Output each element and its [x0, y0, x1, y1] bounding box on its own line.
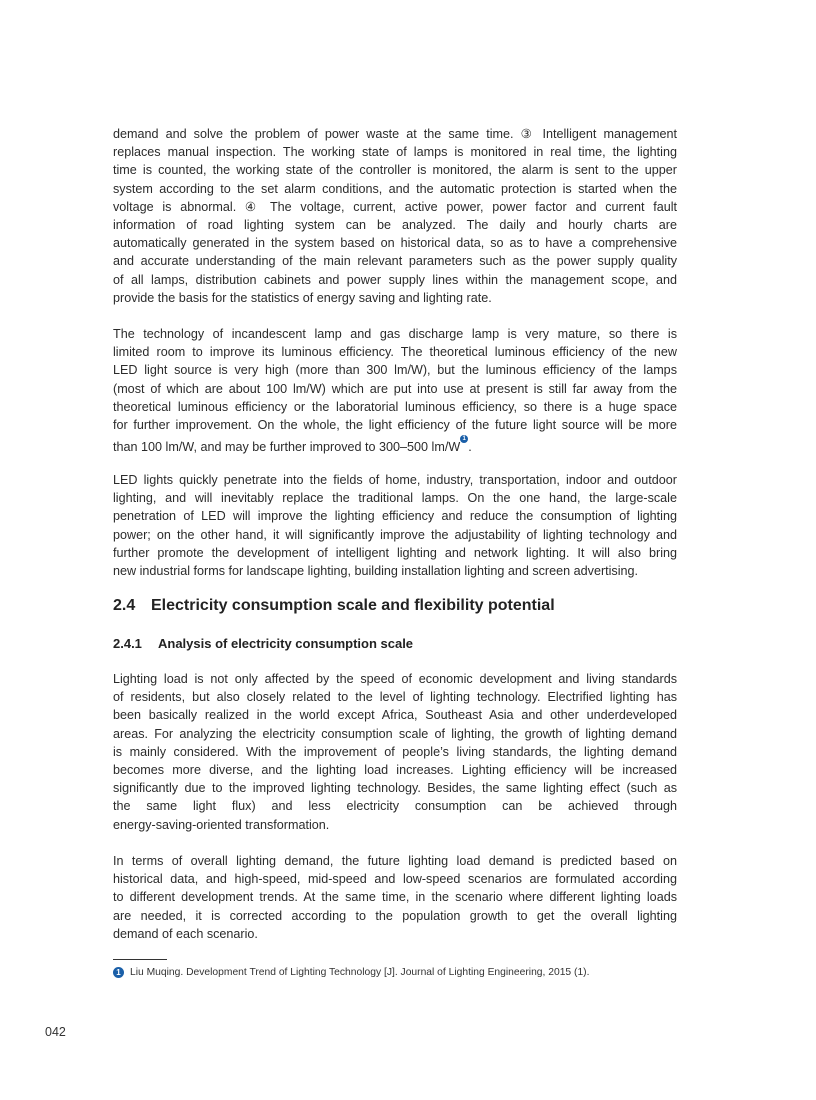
line-text: new industrial forms for landscape lighting, building installation lighting and screen advertising. [113, 563, 639, 578]
text-line [113, 779, 677, 797]
text-line [113, 743, 677, 761]
text-line [113, 816, 677, 834]
text-line [113, 198, 677, 216]
text-line [113, 380, 677, 398]
page-number: 042 [45, 1025, 66, 1039]
line-text: (most of which are about 100 lm/W) which are put into use at present is still far away from the [113, 381, 677, 396]
line-text: been basically realized in the world except Africa, Southeast Asia and other underdeveloped [113, 708, 677, 723]
paragraph-3 [113, 471, 677, 580]
text-line [113, 725, 677, 743]
text-line [113, 907, 677, 925]
line-text: becomes more diverse, and the lighting load increases. Lighting efficiency will be increased [113, 762, 677, 777]
line-text: demand of each scenario. [113, 926, 258, 941]
section-number: 2.4 [113, 597, 136, 614]
text-line [113, 216, 677, 234]
line-text: In terms of overall lighting demand, the future lighting load demand is predicted based on [113, 854, 677, 868]
footnote-text: Liu Muqing. Development Trend of Lighting Technology [J]. Journal of Lighting Engineering, 2015 (1). [130, 967, 590, 978]
text-line [113, 434, 677, 455]
line-text: the same light flux) and less electricity consumption can be achieved through [113, 799, 677, 814]
paragraph-2 [113, 325, 677, 455]
footnote [113, 967, 589, 978]
line-text: voltage is abnormal. ④ The voltage, current, active power, power factor and current fault [113, 199, 677, 214]
line-text: power; on the other hand, it will significantly improve the adjustability of lighting technology and [113, 527, 677, 542]
line-text: demand and solve the problem of power waste at the same time. ③ Intelligent management [113, 127, 677, 141]
line-text: significantly due to the improved lighting technology. Besides, the same lighting effect (such as [113, 781, 677, 796]
text-line [113, 325, 677, 343]
line-text: is mainly considered. With the improvement of people’s living standards, the lighting demand [113, 744, 677, 759]
subsection-number: 2.4.1 [113, 636, 142, 651]
footnote-divider [113, 959, 167, 960]
line-text: of residents, but also closely related to the level of lighting technology. Electrified lighting has [113, 690, 677, 705]
line-text: Lighting load is not only affected by the speed of economic development and living standards [113, 672, 677, 686]
paragraph-4 [113, 670, 677, 834]
section-heading [113, 597, 677, 615]
subsection-title: Analysis of electricity consumption scale [158, 636, 414, 651]
line-text: LED light source is very high (more than 300 lm/W), but the luminous efficiency of the lamps [113, 363, 677, 378]
text-line [113, 507, 677, 525]
text-line [113, 489, 677, 507]
line-text: system according to the set alarm conditions, and the automatic protection is started when the [113, 181, 677, 196]
text-line [113, 361, 677, 379]
line-text: of all lamps, distribution cabinets and power supply lines within the management scope, and [113, 272, 677, 287]
footnote-reference[interactable] [460, 437, 468, 449]
text-line [113, 289, 677, 307]
line-text: historical data, and high-speed, mid-speed and low-speed scenarios are formulated according [113, 872, 677, 887]
text-line [113, 143, 677, 161]
text-line [113, 888, 677, 906]
section-title: Electricity consumption scale and flexibility potential [151, 597, 555, 614]
line-text: than 100 lm/W, and may be further improved to 300–500 lm/W [113, 440, 461, 455]
line-text: for further improvement. On the whole, the light efficiency of the future light source will be more [113, 417, 677, 432]
paragraph-5 [113, 852, 677, 943]
line-text: limited room to improve its luminous efficiency. The theoretical luminous efficiency of the new [113, 345, 677, 360]
line-text: penetration of LED will improve the lighting efficiency and reduce the consumption of lighting [113, 509, 677, 524]
text-line [113, 252, 677, 270]
text-line [113, 234, 677, 252]
footnote-marker-icon: 1 [113, 967, 124, 978]
line-text: provide the basis for the statistics of energy saving and lighting rate. [113, 290, 492, 305]
text-line [113, 526, 677, 544]
text-line [113, 125, 677, 143]
line-text: further promote the development of intelligent lighting and network lighting. It will also bring [113, 545, 677, 560]
text-line [113, 398, 677, 416]
line-text: replaces manual inspection. The working state of lamps is monitored in real time, the lighting [113, 145, 677, 160]
line-text: are needed, it is corrected according to the population growth to get the overall lighting [113, 908, 677, 923]
text-line [113, 688, 677, 706]
text-line [113, 761, 677, 779]
text-line [113, 670, 677, 688]
line-text: information of road lighting system can be analyzed. The daily and hourly charts are [113, 217, 677, 232]
text-line [113, 925, 677, 943]
text-line [113, 797, 677, 815]
text-line [113, 852, 677, 870]
line-text: areas. For analyzing the electricity consumption scale of lighting, the growth of lighting demand [113, 726, 677, 741]
text-line [113, 544, 677, 562]
line-text: lighting, and will inevitably replace the traditional lamps. On the one hand, the large-scale [113, 491, 677, 506]
text-line [113, 271, 677, 289]
text-line [113, 562, 677, 580]
text-line [113, 870, 677, 888]
line-text: to different development trends. At the same time, in the scenario where different lighting loads [113, 890, 677, 905]
text-line [113, 471, 677, 489]
text-line [113, 180, 677, 198]
line-text: LED lights quickly penetrate into the fields of home, industry, transportation, indoor and outdoor [113, 473, 677, 487]
text-line [113, 161, 677, 179]
line-text: theoretical luminous efficiency or the laboratorial luminous efficiency, so there is a huge space [113, 399, 677, 414]
text-line [113, 416, 677, 434]
line-text: energy-saving-oriented transformation. [113, 817, 330, 832]
text-line [113, 706, 677, 724]
subsection-heading [113, 636, 677, 651]
line-text: and accurate understanding of the main relevant parameters such as the power supply quality [113, 254, 677, 269]
line-text: time is counted, the working state of the controller is monitored, the alarm is sent to the upper [113, 163, 677, 178]
paragraph-1 [113, 125, 677, 307]
footnote-ref-icon: 1 [460, 435, 468, 443]
line-text: The technology of incandescent lamp and gas discharge lamp is very mature, so there is [113, 327, 677, 341]
text-line [113, 343, 677, 361]
line-tail: . [468, 440, 472, 455]
line-text: automatically generated in the system based on historical data, so as to have a comprehensive [113, 236, 677, 251]
